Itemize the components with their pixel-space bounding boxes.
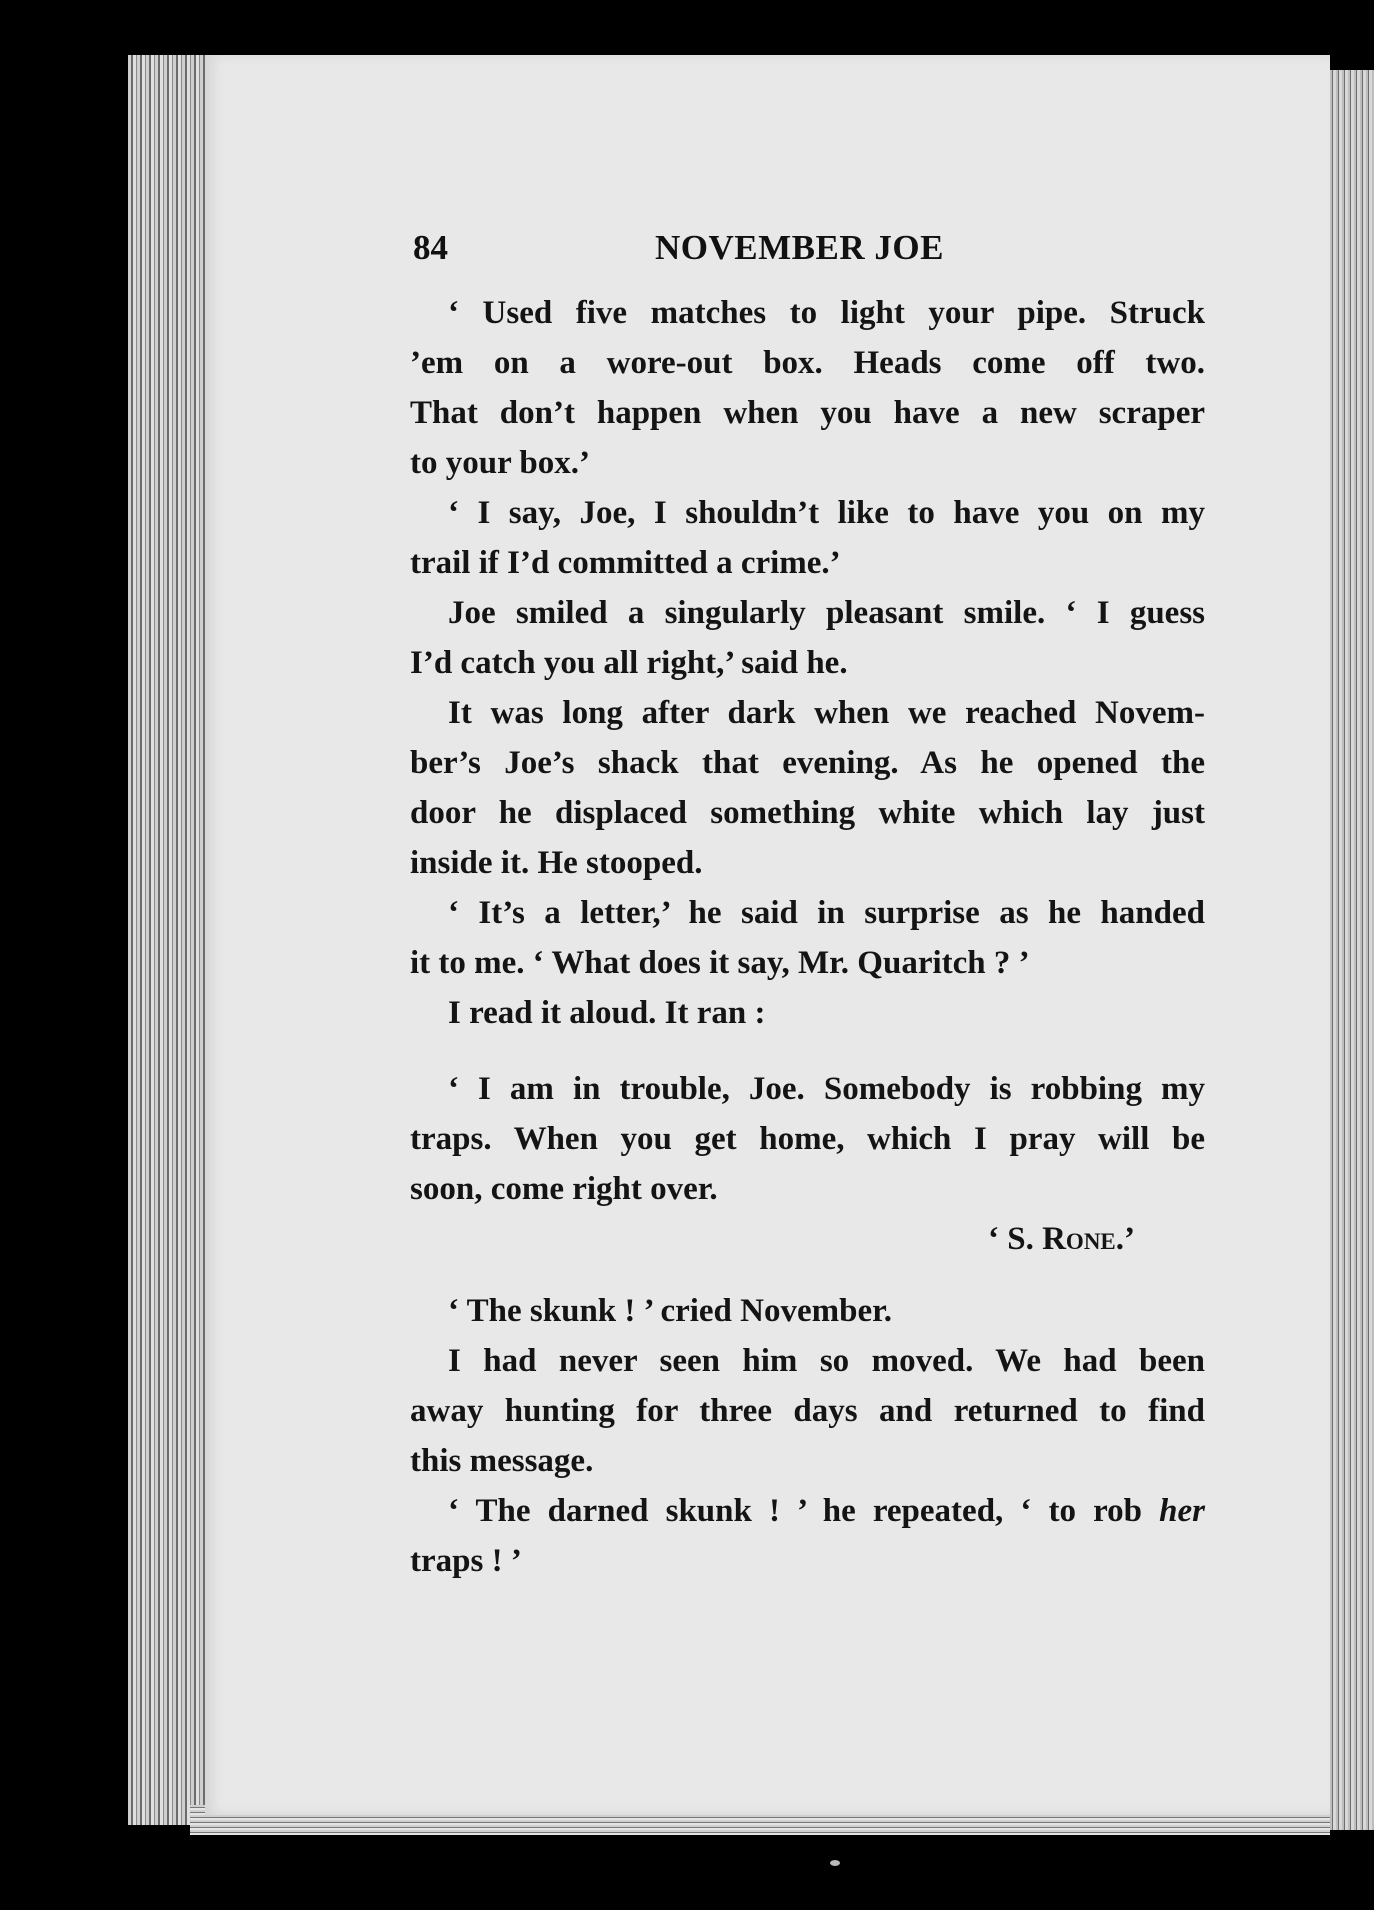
text-line: ‘ I say, Joe, I shouldn’t like to have you on my (448, 495, 1205, 531)
text-line: ‘ The skunk ! ’ cried November. (448, 1293, 892, 1329)
signature-suffix: .’ (1115, 1221, 1136, 1257)
text-line: ’em on a wore-out box. Heads come off two. (410, 345, 1205, 381)
text-line-with-emphasis (410, 1486, 1205, 1536)
text-line: to your box.’ (410, 445, 590, 481)
text-line: door he displaced something white which lay just (410, 795, 1205, 831)
text-line: I had never seen him so moved. We had been (448, 1343, 1205, 1379)
running-title: NOVEMBER JOE (655, 228, 944, 267)
text-line: I’d catch you all right,’ said he. (410, 645, 848, 681)
text-line: That don’t happen when you have a new scraper (410, 395, 1205, 431)
text-line: It was long after dark when we reached Novem- (448, 695, 1205, 731)
text-line: ber’s Joe’s shack that evening. As he opened the (410, 745, 1205, 781)
text-line: I read it aloud. It ran : (448, 995, 766, 1031)
text-line: away hunting for three days and returned to find (410, 1393, 1205, 1429)
emphasis-word: her (1159, 1493, 1205, 1529)
text-segment: ‘ The darned skunk ! ’ he repeated, ‘ to rob (448, 1493, 1160, 1529)
letter-line: traps. When you get home, which I pray will be (410, 1121, 1205, 1157)
signature-name: Rone (1042, 1221, 1116, 1257)
page-number: 84 (413, 228, 448, 267)
body-text (410, 288, 1205, 1586)
book-edge-right (1330, 70, 1374, 1830)
paper-speck (830, 1860, 840, 1866)
letter-line: soon, come right over. (410, 1171, 718, 1207)
text-line: traps ! ’ (410, 1543, 522, 1579)
letter-signature (410, 1214, 1205, 1264)
text-line: ‘ Used five matches to light your pipe. Struck (448, 295, 1205, 331)
text-line: Joe smiled a singularly pleasant smile. ‘ I guess (448, 595, 1205, 631)
letter-line: ‘ I am in trouble, Joe. Somebody is robbing my (448, 1071, 1205, 1107)
text-line: ‘ It’s a letter,’ he said in surprise as he handed (448, 895, 1205, 931)
text-line: this message. (410, 1443, 594, 1479)
signature-prefix: ‘ S. (988, 1221, 1043, 1257)
text-line: trail if I’d committed a crime.’ (410, 545, 841, 581)
text-line: it to me. ‘ What does it say, Mr. Quaritch ? ’ (410, 945, 1030, 981)
running-head (0, 228, 1374, 268)
text-line: inside it. He stooped. (410, 845, 703, 881)
